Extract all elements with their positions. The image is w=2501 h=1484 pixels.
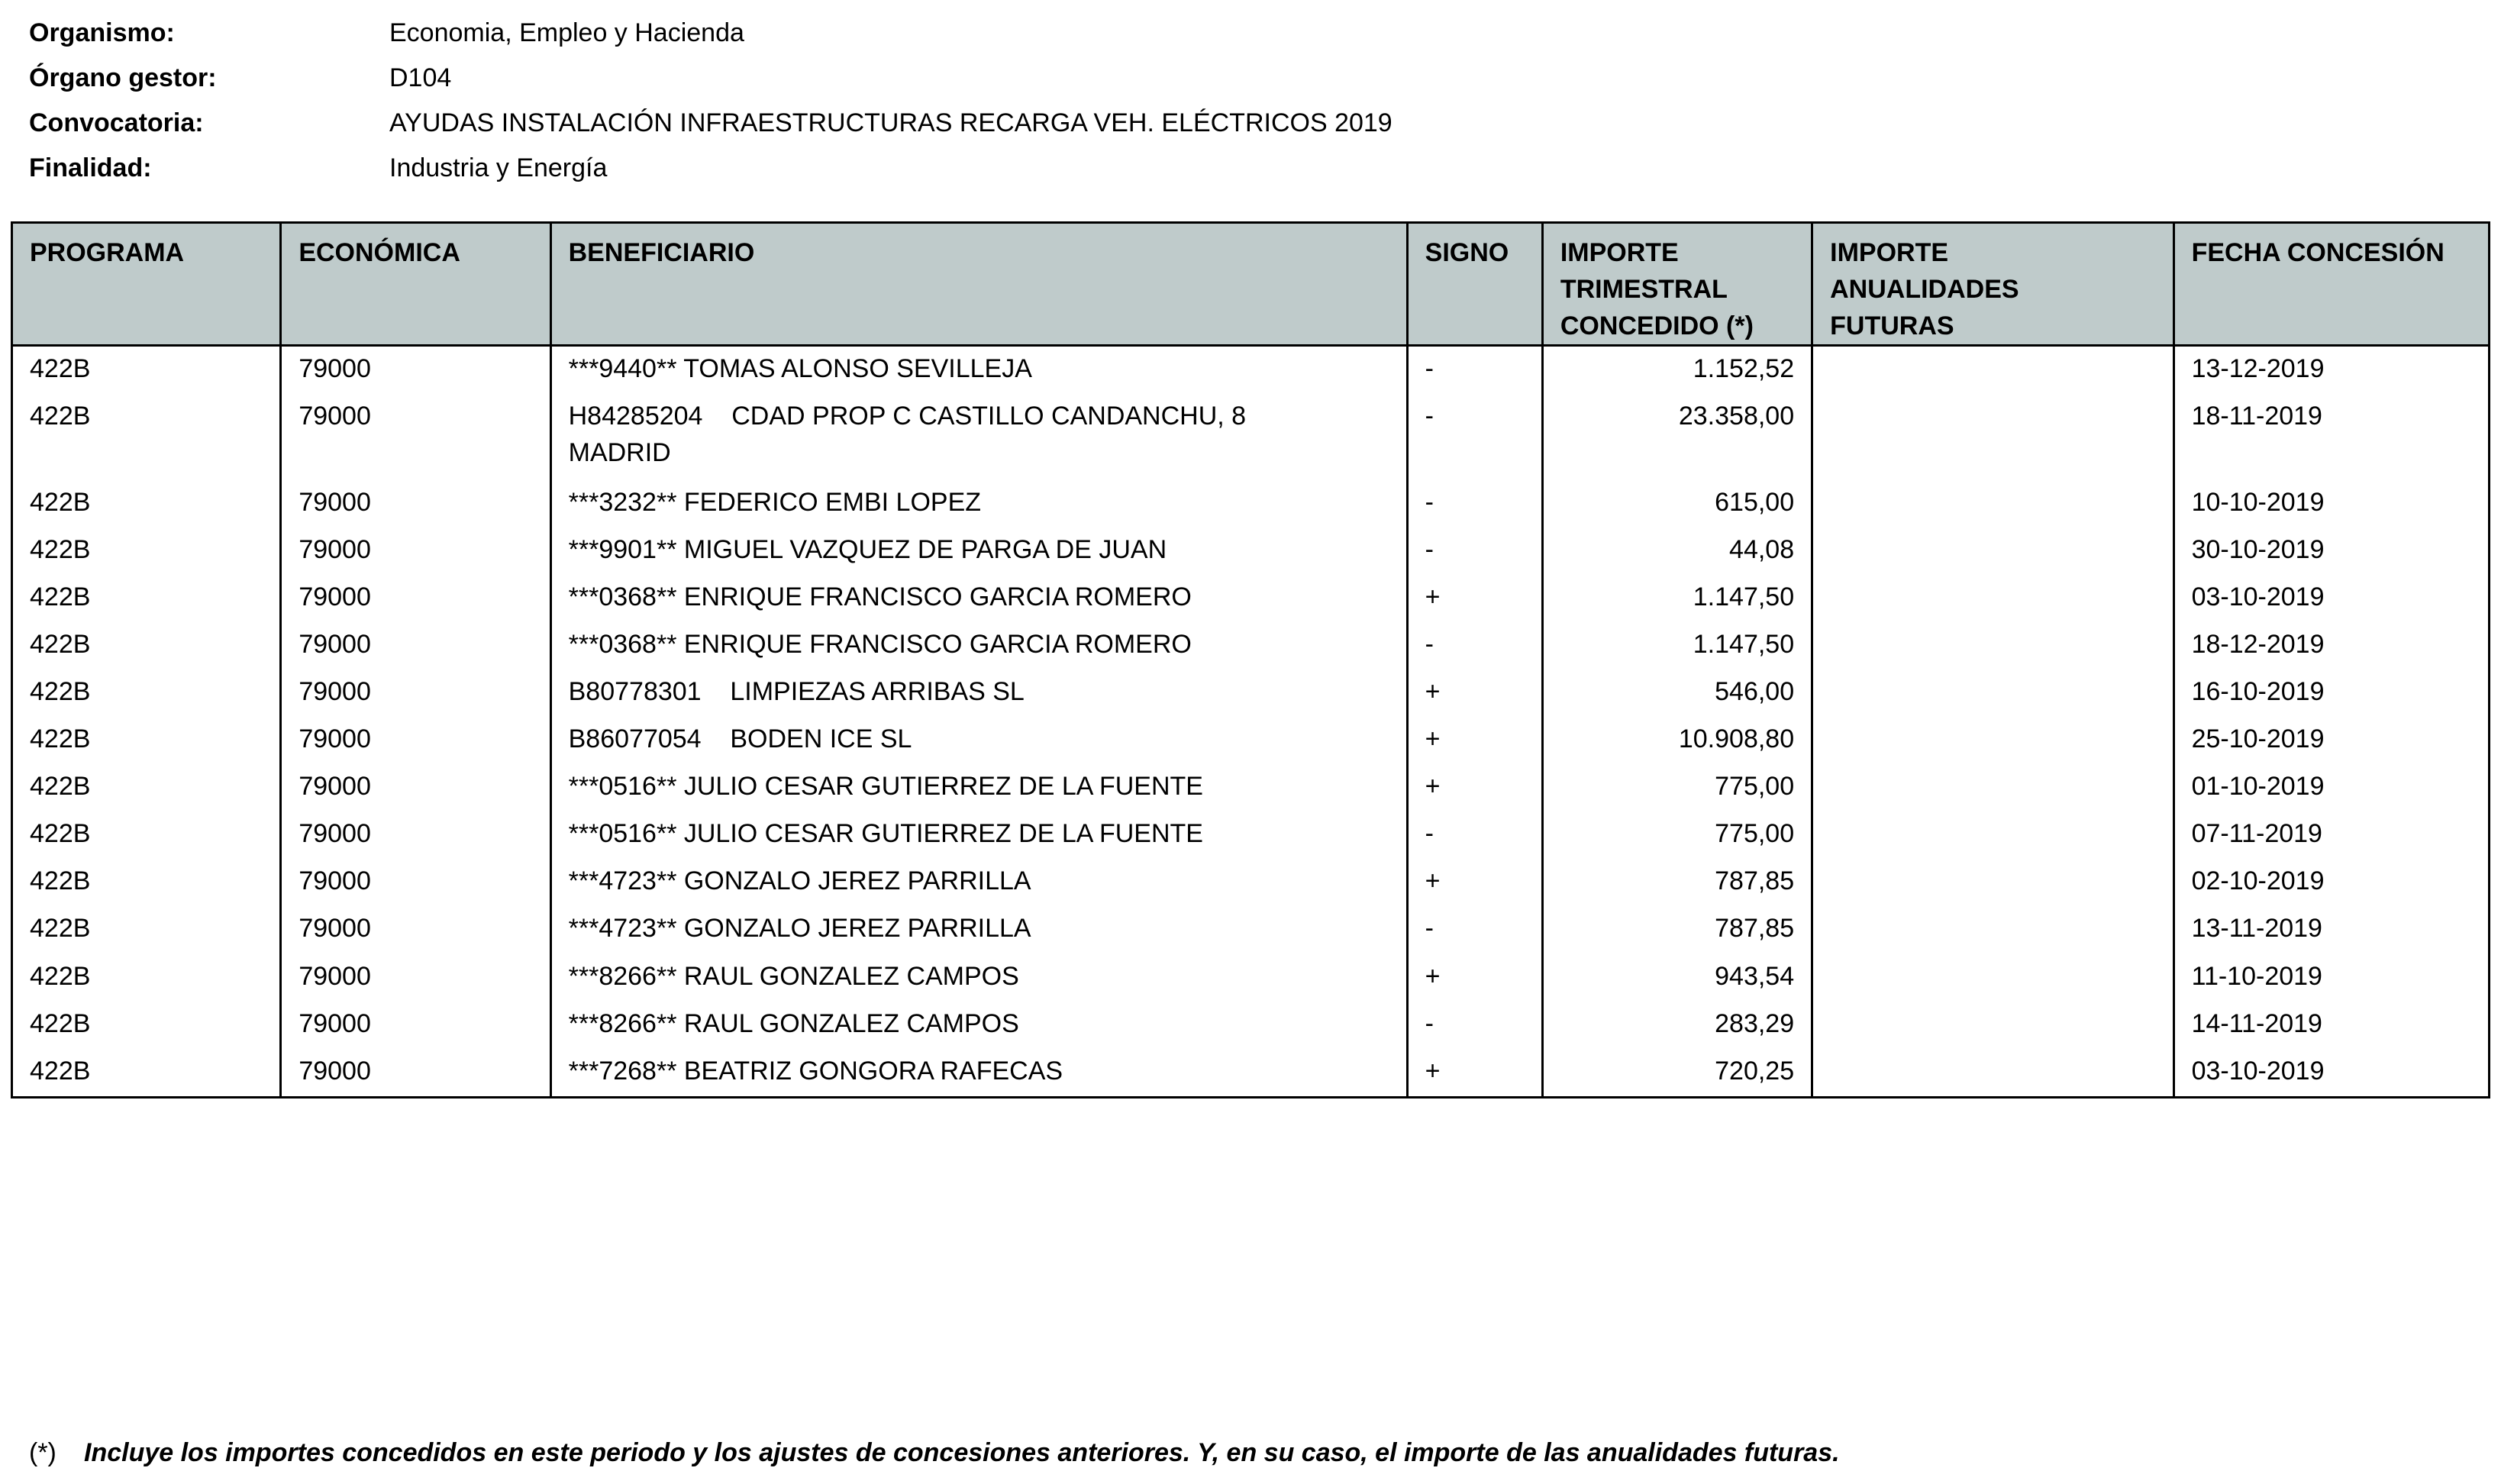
cell-beneficiario [550,764,1407,811]
cell-programa: 422B [12,527,281,575]
cell-signo: + [1407,575,1542,622]
beneficiario-line1: ***7268** BEATRIZ GONGORA RAFECAS [568,1056,1063,1086]
cell-beneficiario [550,527,1407,575]
cell-signo: - [1407,906,1542,953]
cell-signo: - [1407,1002,1542,1049]
cell-beneficiario [550,575,1407,622]
cell-beneficiario [550,669,1407,717]
cell-importe-trimestral: 775,00 [1542,764,1812,811]
beneficiario-line1: ***8266** RAUL GONZALEZ CAMPOS [568,1008,1019,1038]
cell-beneficiario [550,1049,1407,1096]
cell-economica: 79000 [281,575,550,622]
beneficiario-line1: ***0516** JULIO CESAR GUTIERREZ DE LA FUENTE [568,772,1203,802]
header-economica: ECONÓMICA [281,223,550,346]
cell-programa: 422B [12,954,281,1002]
footnote-mark: (*) [29,1438,56,1467]
cell-importe-anualidades [1812,527,2173,575]
cell-fecha-concesion: 03-10-2019 [2173,1049,2489,1096]
cell-importe-trimestral: 720,25 [1542,1049,1812,1096]
cell-importe-anualidades [1812,811,2173,859]
cell-importe-anualidades [1812,622,2173,669]
cell-beneficiario [550,859,1407,906]
table-row [12,669,2490,717]
cell-economica: 79000 [281,480,550,527]
cell-fecha-concesion: 02-10-2019 [2173,859,2489,906]
cell-programa: 422B [12,811,281,859]
table-row [12,480,2490,527]
cell-economica: 79000 [281,764,550,811]
footnote [29,1438,1840,1468]
cell-programa: 422B [12,859,281,906]
cell-programa: 422B [12,669,281,717]
cell-fecha-concesion: 16-10-2019 [2173,669,2489,717]
cell-economica: 79000 [281,1002,550,1049]
cell-importe-trimestral: 23.358,00 [1542,394,1812,480]
cell-economica: 79000 [281,622,550,669]
grants-table [11,221,2490,1098]
cell-fecha-concesion: 03-10-2019 [2173,575,2489,622]
cell-importe-trimestral: 943,54 [1542,954,1812,1002]
cell-signo: - [1407,622,1542,669]
cell-beneficiario [550,811,1407,859]
cell-importe-anualidades [1812,954,2173,1002]
cell-economica: 79000 [281,669,550,717]
cell-beneficiario [550,394,1407,480]
cell-signo: - [1407,480,1542,527]
cell-signo: - [1407,346,1542,395]
filler-cell [1542,1096,1812,1098]
cell-fecha-concesion: 14-11-2019 [2173,1002,2489,1049]
cell-importe-anualidades [1812,717,2173,764]
cell-signo: + [1407,954,1542,1002]
cell-economica: 79000 [281,859,550,906]
header-importe-anualidades-line2: ANUALIDADES [1830,275,2019,304]
cell-importe-trimestral: 44,08 [1542,527,1812,575]
beneficiario-line1: ***0368** ENRIQUE FRANCISCO GARCIA ROMERO [568,582,1192,611]
header-programa: PROGRAMA [12,223,281,346]
cell-importe-anualidades [1812,346,2173,395]
meta-label: Órgano gestor: [29,63,217,92]
cell-economica: 79000 [281,394,550,480]
header-importe-trimestral-line3: CONCEDIDO (*) [1560,311,1754,340]
cell-programa: 422B [12,717,281,764]
cell-signo: - [1407,527,1542,575]
cell-importe-anualidades [1812,1049,2173,1096]
cell-economica: 79000 [281,906,550,953]
cell-beneficiario [550,622,1407,669]
cell-signo: + [1407,669,1542,717]
cell-programa: 422B [12,575,281,622]
cell-fecha-concesion: 10-10-2019 [2173,480,2489,527]
cell-importe-trimestral: 787,85 [1542,859,1812,906]
cell-fecha-concesion: 18-11-2019 [2173,394,2489,480]
table-row [12,717,2490,764]
cell-beneficiario [550,1002,1407,1049]
cell-importe-trimestral: 546,00 [1542,669,1812,717]
filler-cell [281,1096,550,1098]
meta-value: Economia, Empleo y Hacienda [389,18,744,47]
cell-importe-trimestral: 1.152,52 [1542,346,1812,395]
meta-label: Organismo: [29,18,175,47]
cell-importe-anualidades [1812,575,2173,622]
cell-economica: 79000 [281,346,550,395]
cell-fecha-concesion: 11-10-2019 [2173,954,2489,1002]
beneficiario-line1: B86077054 BODEN ICE SL [568,724,912,754]
meta-row-convocatoria [29,101,1392,146]
table-row [12,859,2490,906]
filler-cell [12,1096,281,1098]
cell-importe-trimestral: 1.147,50 [1542,622,1812,669]
cell-economica: 79000 [281,527,550,575]
cell-importe-trimestral: 615,00 [1542,480,1812,527]
beneficiario-line1: ***8266** RAUL GONZALEZ CAMPOS [568,961,1019,991]
cell-programa: 422B [12,346,281,395]
meta-label: Convocatoria: [29,108,204,137]
cell-programa: 422B [12,1002,281,1049]
cell-fecha-concesion: 13-12-2019 [2173,346,2489,395]
meta-row-organo-gestor [29,56,1392,101]
cell-importe-trimestral: 775,00 [1542,811,1812,859]
table-row [12,1049,2490,1096]
cell-fecha-concesion: 25-10-2019 [2173,717,2489,764]
cell-importe-trimestral: 10.908,80 [1542,717,1812,764]
filler-cell [2173,1096,2489,1098]
cell-programa: 422B [12,622,281,669]
meta-value: AYUDAS INSTALACIÓN INFRAESTRUCTURAS RECARGA VEH. ELÉCTRICOS 2019 [389,108,1392,137]
table-filler-row [12,1096,2490,1098]
cell-signo: + [1407,717,1542,764]
table-row [12,575,2490,622]
header-importe-trimestral-line2: TRIMESTRAL [1560,275,1728,304]
header-importe-trimestral [1542,223,1812,346]
cell-beneficiario [550,480,1407,527]
meta-row-finalidad [29,146,1392,191]
table-row [12,954,2490,1002]
table-header-row [12,223,2490,346]
cell-fecha-concesion: 01-10-2019 [2173,764,2489,811]
cell-beneficiario [550,717,1407,764]
cell-programa: 422B [12,906,281,953]
cell-programa: 422B [12,1049,281,1096]
header-signo: SIGNO [1407,223,1542,346]
meta-label: Finalidad: [29,153,152,182]
cell-signo: - [1407,811,1542,859]
header-importe-anualidades-line3: FUTURAS [1830,311,1954,340]
cell-economica: 79000 [281,954,550,1002]
cell-signo: - [1407,394,1542,480]
cell-importe-trimestral: 787,85 [1542,906,1812,953]
beneficiario-line1: ***9440** TOMAS ALONSO SEVILLEJA [568,354,1032,383]
cell-importe-anualidades [1812,764,2173,811]
cell-importe-anualidades [1812,906,2173,953]
cell-importe-anualidades [1812,1002,2173,1049]
cell-signo: + [1407,859,1542,906]
cell-programa: 422B [12,764,281,811]
meta-value: Industria y Energía [389,153,608,182]
beneficiario-line1: B80778301 LIMPIEZAS ARRIBAS SL [568,677,1025,707]
cell-importe-trimestral: 1.147,50 [1542,575,1812,622]
footnote-text: Incluye los importes concedidos en este periodo y los ajustes de concesiones anteriores. Y, en su caso, el importe de las anualidades futuras. [84,1438,1840,1467]
cell-fecha-concesion: 07-11-2019 [2173,811,2489,859]
cell-signo: + [1407,1049,1542,1096]
cell-importe-anualidades [1812,480,2173,527]
beneficiario-line1: H84285204 CDAD PROP C CASTILLO CANDANCHU, 8 [568,402,1247,431]
beneficiario-line1: ***4723** GONZALO JEREZ PARRILLA [568,914,1031,944]
beneficiario-line1: ***3232** FEDERICO EMBI LOPEZ [568,487,982,517]
header-beneficiario: BENEFICIARIO [550,223,1407,346]
cell-importe-anualidades [1812,669,2173,717]
cell-economica: 79000 [281,811,550,859]
table-row [12,622,2490,669]
cell-fecha-concesion: 13-11-2019 [2173,906,2489,953]
cell-beneficiario [550,346,1407,395]
cell-importe-trimestral: 283,29 [1542,1002,1812,1049]
beneficiario-line1: ***9901** MIGUEL VAZQUEZ DE PARGA DE JUAN [568,534,1167,564]
beneficiario-line1: ***0516** JULIO CESAR GUTIERREZ DE LA FUENTE [568,819,1203,849]
table-body [12,346,2490,1098]
cell-programa: 422B [12,394,281,480]
meta-value: D104 [389,63,452,92]
filler-cell [1407,1096,1542,1098]
table-row [12,346,2490,395]
table-row [12,906,2490,953]
table-row [12,1002,2490,1049]
table-row [12,527,2490,575]
table-row [12,811,2490,859]
beneficiario-line1: ***4723** GONZALO JEREZ PARRILLA [568,866,1031,896]
document-metadata [29,11,1392,191]
cell-programa: 422B [12,480,281,527]
cell-beneficiario [550,954,1407,1002]
cell-beneficiario [550,906,1407,953]
filler-cell [1812,1096,2173,1098]
table-row [12,764,2490,811]
cell-economica: 79000 [281,1049,550,1096]
beneficiario-line2: MADRID [568,438,671,468]
filler-cell [550,1096,1407,1098]
cell-importe-anualidades [1812,394,2173,480]
cell-fecha-concesion: 18-12-2019 [2173,622,2489,669]
table-row [12,394,2490,480]
cell-importe-anualidades [1812,859,2173,906]
cell-signo: + [1407,764,1542,811]
meta-row-organismo [29,11,1392,56]
beneficiario-line1: ***0368** ENRIQUE FRANCISCO GARCIA ROMERO [568,629,1192,659]
header-fecha-concesion: FECHA CONCESIÓN [2173,223,2489,346]
header-importe-anualidades [1812,223,2173,346]
header-importe-anualidades-line1: IMPORTE [1830,238,1949,267]
cell-economica: 79000 [281,717,550,764]
cell-fecha-concesion: 30-10-2019 [2173,527,2489,575]
header-importe-trimestral-line1: IMPORTE [1560,238,1679,267]
